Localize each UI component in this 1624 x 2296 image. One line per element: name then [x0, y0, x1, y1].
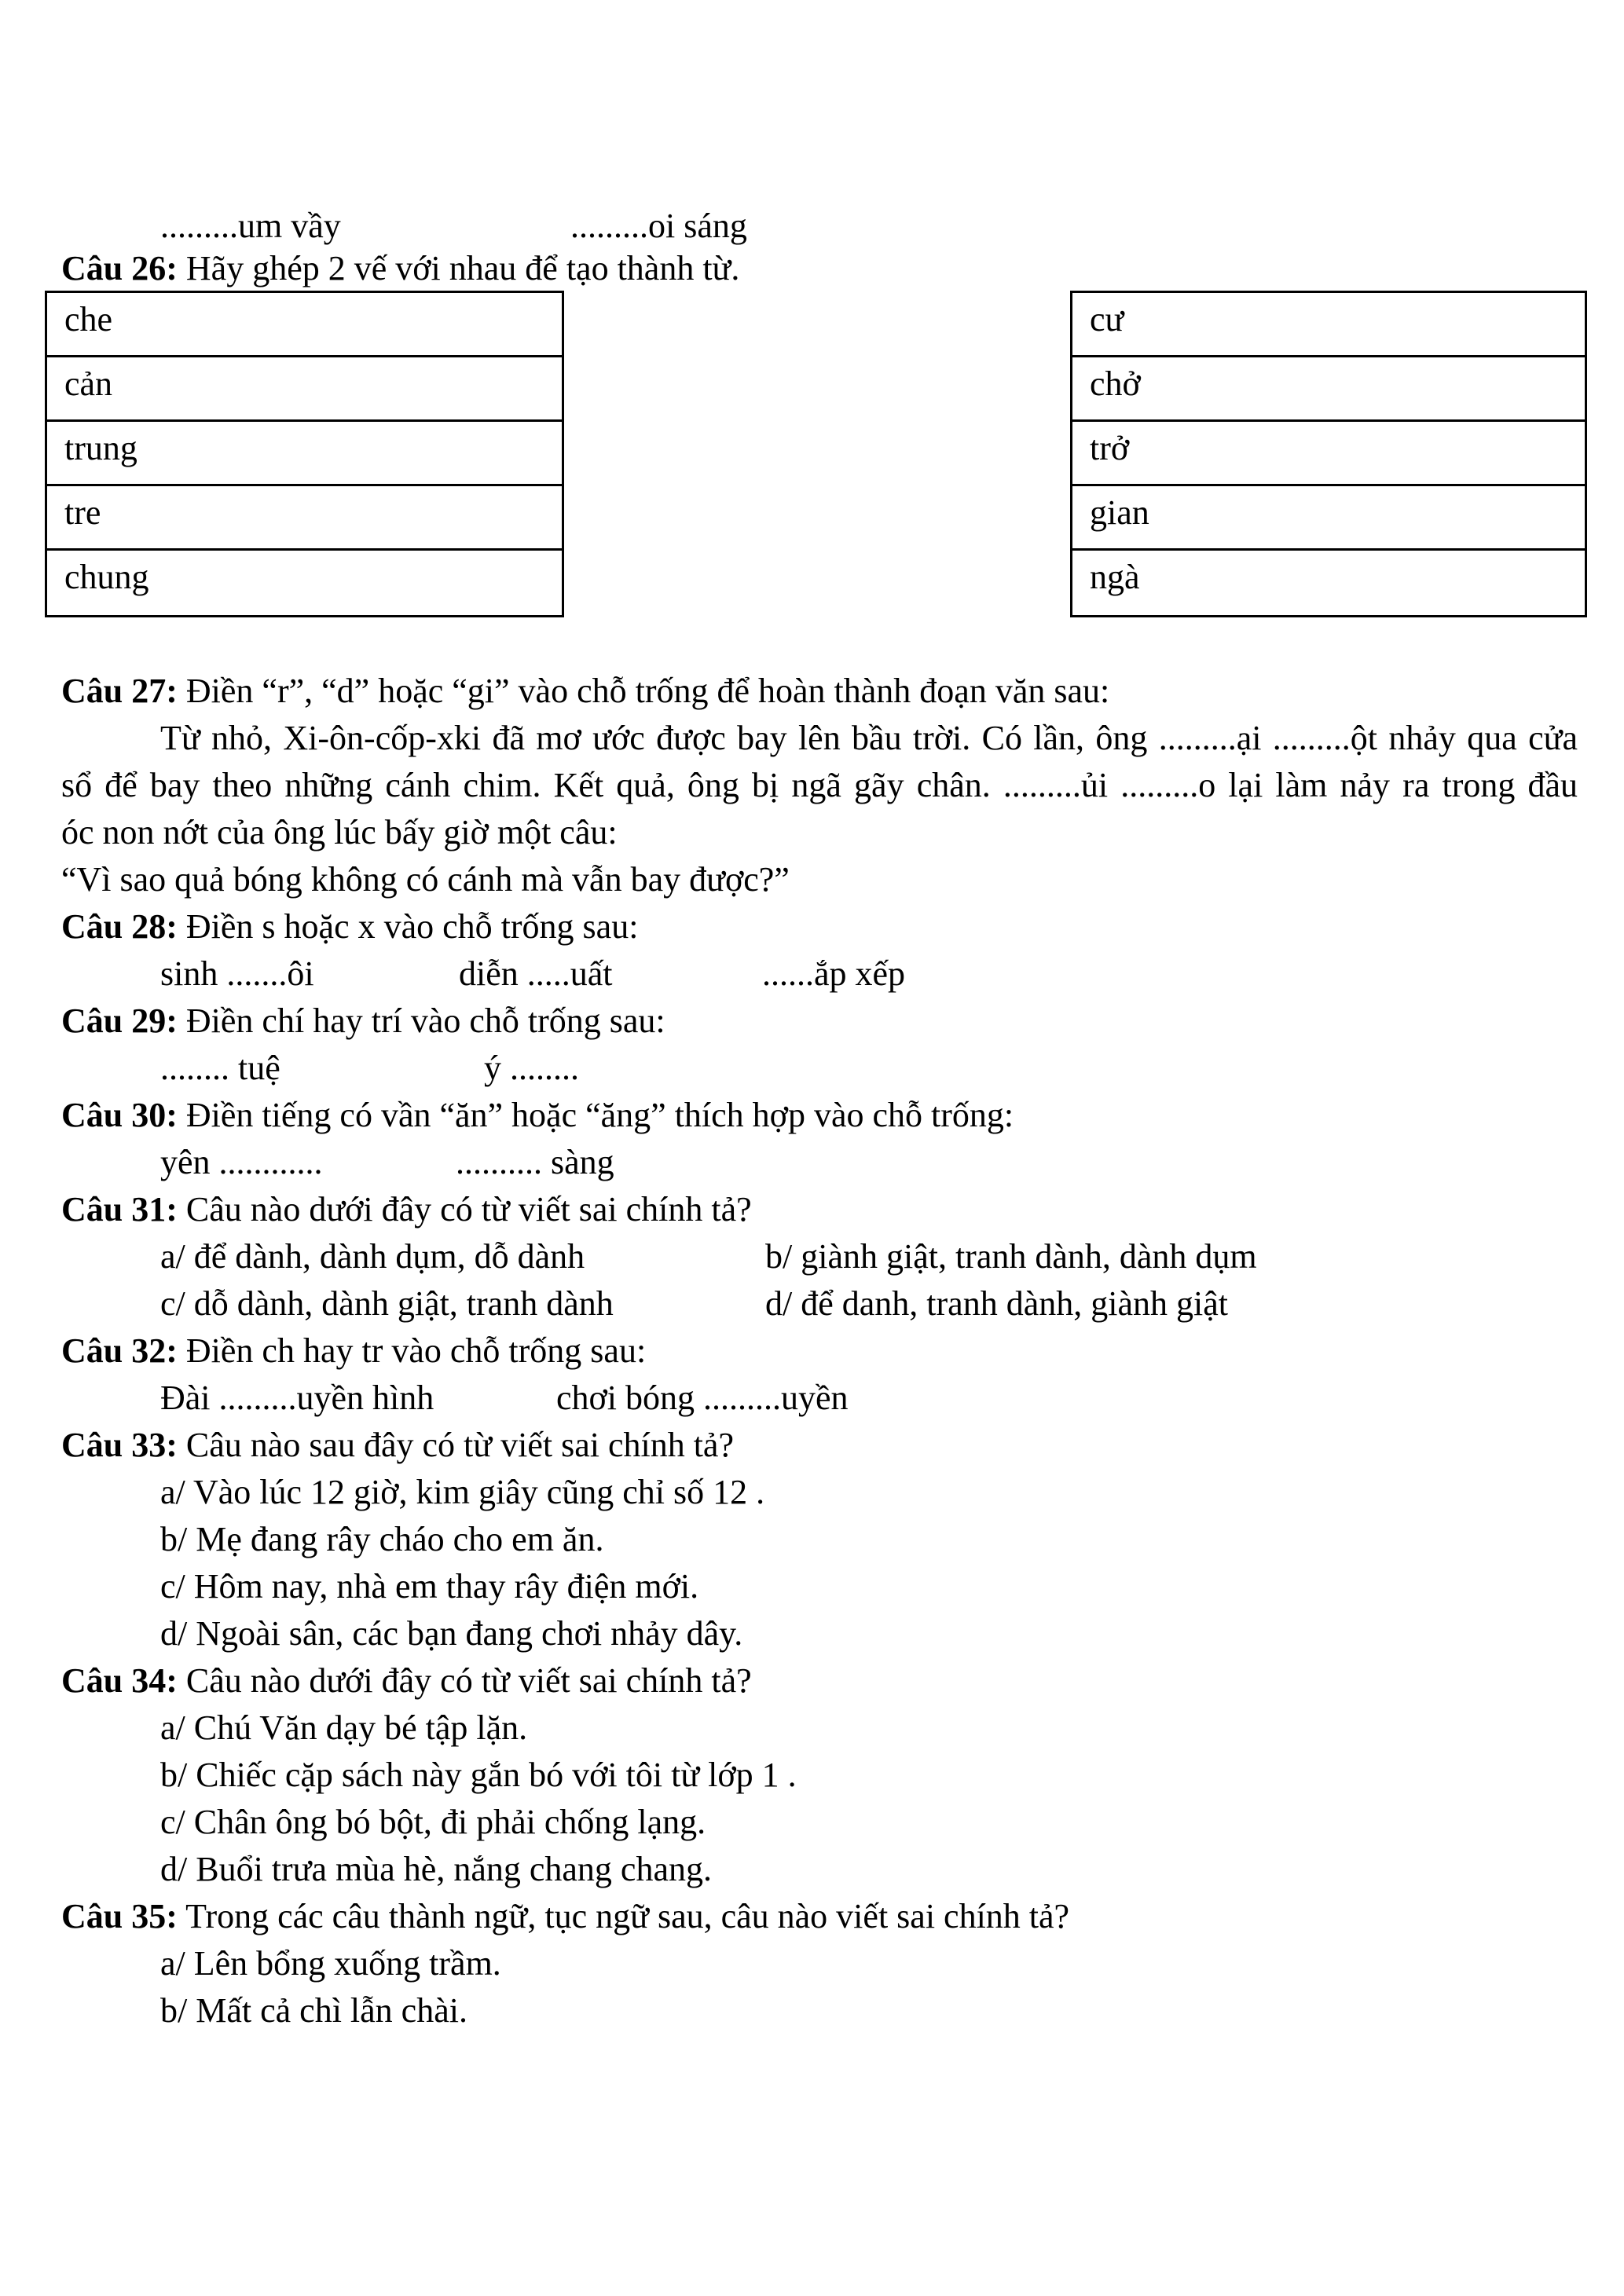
q32-text: Câu 32: Điền ch hay tr vào chỗ trống sau:: [61, 1331, 647, 1370]
q35-option-a-text: a/ Lên bổng xuống trầm.: [160, 1944, 501, 1983]
q30-blank-2: .......... sàng: [456, 1143, 614, 1181]
q35-heading-label: Câu 35:: [61, 1897, 178, 1935]
q26-text: Câu 26: Hãy ghép 2 vế với nhau để tạo thành từ.: [61, 249, 740, 287]
q28-blank-1: sinh .......ôi: [160, 954, 314, 993]
q29-text: Câu 29: Điền chí hay trí vào chỗ trống sau:: [61, 1002, 665, 1040]
match-right-table-cell-text: cư: [1090, 300, 1124, 339]
q31-text: Câu 31: Câu nào dưới đây có từ viết sai chính tả?: [61, 1190, 752, 1229]
match-right-table-cell-text: trở: [1090, 429, 1130, 467]
q32-heading-label: Câu 32:: [61, 1331, 178, 1370]
q27-para-end: óc non nớt của ông lúc bấy giờ một câu:: [61, 813, 618, 851]
match-right-table-cell-text: ngà: [1090, 558, 1140, 596]
match-left-table: [45, 291, 564, 617]
q33-option-a: [0, 1469, 1624, 1516]
q33-option-c-text: c/ Hôm nay, nhà em thay rây điện mới.: [160, 1567, 699, 1606]
q27-text: Câu 27: Điền “r”, “d” hoặc “gi” vào chỗ trống để hoàn thành đoạn văn sau:: [61, 672, 1110, 710]
q33-option-d: [0, 1610, 1624, 1657]
match-right-table-row-3: [1072, 422, 1585, 486]
q35-heading: [0, 1893, 1624, 1940]
q31-heading-label: Câu 31:: [61, 1190, 178, 1229]
q31-heading: [0, 1186, 1624, 1233]
q34-option-b: [0, 1752, 1624, 1799]
q32-heading: [0, 1327, 1624, 1375]
q27-quote: “Vì sao quả bóng không có cánh mà vẫn bay được?”: [61, 860, 790, 899]
blank-oi-sang: .........oi sáng: [570, 207, 747, 245]
match-left-table-cell-text: trung: [64, 429, 137, 467]
q28-heading: [0, 903, 1624, 950]
q34-option-a: [0, 1705, 1624, 1752]
q27-para-line2: sổ để bay theo những cánh chim. Kết quả, ông bị ngã gãy chân. .........ủi .........o lại làm nảy ra trong đầu: [61, 766, 1578, 804]
q35-text: Câu 35: Trong các câu thành ngữ, tục ngữ sau, câu nào viết sai chính tả?: [61, 1897, 1070, 1935]
q33-heading-label: Câu 33:: [61, 1426, 178, 1464]
q34-heading: [0, 1657, 1624, 1705]
q28-blank-3: ......ắp xếp: [762, 954, 906, 993]
q34-heading-label: Câu 34:: [61, 1661, 178, 1700]
q28-blank-2: diễn .....uất: [459, 954, 613, 993]
q27-para-line1: Từ nhỏ, Xi-ôn-cốp-xki đã mơ ước được bay lên bầu trời. Có lần, ông .........ại .........ột nhảy qua cửa: [160, 719, 1578, 757]
match-right-table-row-2: [1072, 357, 1585, 422]
q27-para-line4: [0, 856, 1624, 903]
q33-option-b: [0, 1516, 1624, 1563]
q29-blank-2: ý ........: [484, 1049, 579, 1087]
q27-para-line3: [0, 809, 1624, 856]
q32-blanks: [0, 1375, 1624, 1422]
q33-text: Câu 33: Câu nào sau đây có từ viết sai chính tả?: [61, 1426, 734, 1464]
q33-heading: [0, 1422, 1624, 1469]
q31-option-c: c/ dỗ dành, dành giật, tranh dành: [160, 1284, 614, 1323]
q26-heading-label: Câu 26:: [61, 249, 178, 287]
q35-option-b: [0, 1987, 1624, 2034]
match-right-table-row-4: [1072, 486, 1585, 551]
q35-option-b-text: b/ Mất cả chì lẫn chài.: [160, 1991, 467, 2030]
match-left-table-row-4: [47, 486, 562, 551]
q28-text: Câu 28: Điền s hoặc x vào chỗ trống sau:: [61, 907, 639, 946]
q30-heading: [0, 1092, 1624, 1139]
q34-option-b-text: b/ Chiếc cặp sách này gắn bó với tôi từ lớp 1 .: [160, 1756, 797, 1794]
q29-heading-label: Câu 29:: [61, 1002, 178, 1040]
q31-options-ab: [0, 1233, 1624, 1280]
q30-blanks: [0, 1139, 1624, 1186]
match-left-table-row-1: [47, 293, 562, 357]
q32-blank-2: chơi bóng .........uyền: [556, 1379, 849, 1417]
q34-option-c: [0, 1799, 1624, 1846]
q28-blanks: [0, 950, 1624, 998]
q34-option-d: [0, 1846, 1624, 1893]
q29-blanks: [0, 1045, 1624, 1092]
q31-option-d: d/ để danh, tranh dành, giành giật: [765, 1284, 1228, 1323]
q31-option-b: b/ giành giật, tranh dành, dành dụm: [765, 1237, 1257, 1276]
match-left-table-cell-text: tre: [64, 493, 101, 532]
match-right-table-row-5: [1072, 551, 1585, 615]
q34-option-c-text: c/ Chân ông bó bột, đi phải chống lạng.: [160, 1803, 706, 1841]
q33-option-b-text: b/ Mẹ đang rây cháo cho em ăn.: [160, 1520, 604, 1558]
q26-heading: [0, 245, 1624, 292]
q27-heading-label: Câu 27:: [61, 672, 178, 710]
match-right-table-cell-text: chở: [1090, 364, 1141, 403]
q33-option-d-text: d/ Ngoài sân, các bạn đang chơi nhảy dây.: [160, 1614, 743, 1653]
q31-options-cd: [0, 1280, 1624, 1327]
q29-heading: [0, 998, 1624, 1045]
q27-heading: [0, 668, 1624, 715]
match-right-table-row-1: [1072, 293, 1585, 357]
q29-blank-1: ........ tuệ: [160, 1049, 280, 1087]
match-left-table-row-3: [47, 422, 562, 486]
q32-blank-1: Đài .........uyền hình: [160, 1379, 434, 1417]
q31-option-a: a/ để dành, dành dụm, dỗ dành: [160, 1237, 585, 1276]
q30-text: Câu 30: Điền tiếng có vần “ăn” hoặc “ăng” thích hợp vào chỗ trống:: [61, 1096, 1014, 1134]
blank-um-vay: .........um vầy: [160, 207, 341, 245]
match-right-table: [1070, 291, 1587, 617]
q33-option-a-text: a/ Vào lúc 12 giờ, kim giây cũng chỉ số 12 .: [160, 1473, 765, 1511]
match-right-table-cell-text: gian: [1090, 493, 1149, 532]
q34-option-d-text: d/ Buổi trưa mùa hè, nắng chang chang.: [160, 1850, 712, 1888]
q34-text: Câu 34: Câu nào dưới đây có từ viết sai chính tả?: [61, 1661, 752, 1700]
match-left-table-cell-text: chung: [64, 558, 149, 596]
match-left-table-row-5: [47, 551, 562, 615]
match-left-table-row-2: [47, 357, 562, 422]
q34-option-a-text: a/ Chú Văn dạy bé tập lặn.: [160, 1708, 528, 1747]
q35-option-a: [0, 1940, 1624, 1987]
q33-option-c: [0, 1563, 1624, 1610]
match-left-table-cell-text: cản: [64, 364, 113, 403]
q30-heading-label: Câu 30:: [61, 1096, 178, 1134]
q30-blank-1: yên ............: [160, 1143, 323, 1181]
match-left-table-cell-text: che: [64, 300, 113, 339]
q28-heading-label: Câu 28:: [61, 907, 178, 946]
fill-blanks-um-oi: [0, 203, 1624, 250]
